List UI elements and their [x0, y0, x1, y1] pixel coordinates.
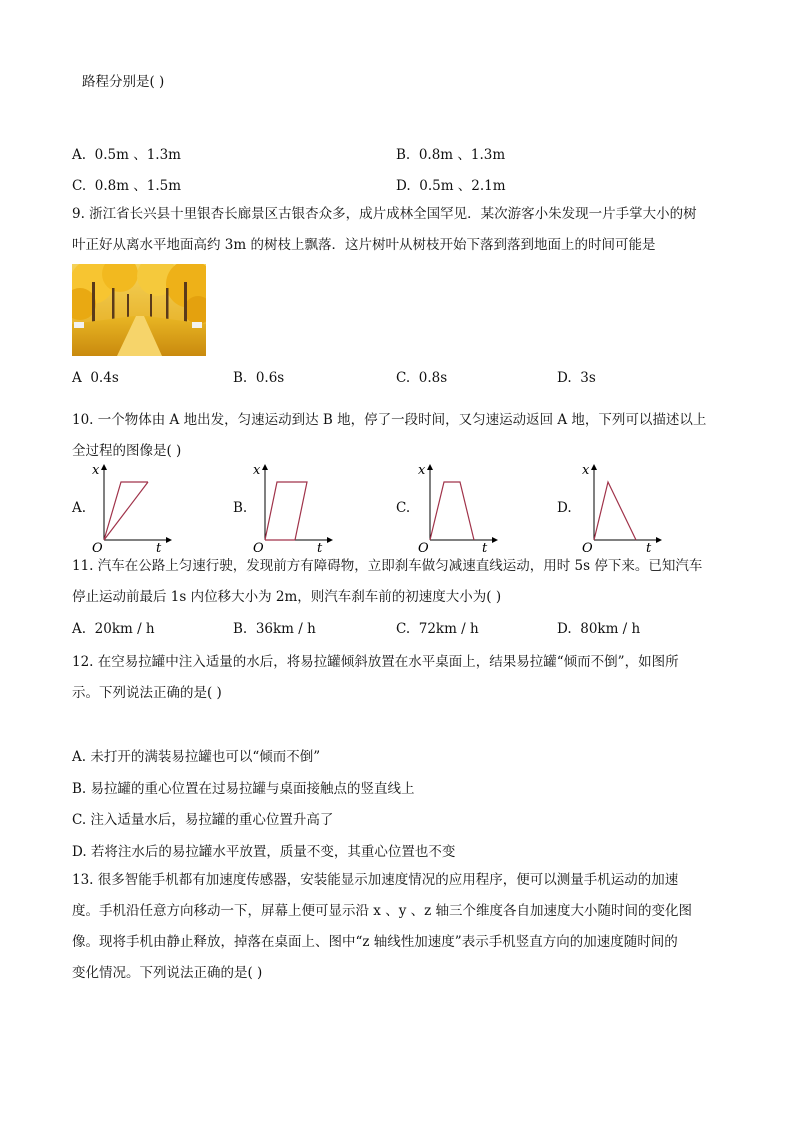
q9-stem-line-2: 叶正好从离水平地面高约 3m 的树枝上飘落．这片树叶从树枝开始下落到落到地面上的时间可能是 — [72, 237, 656, 253]
q12-option-a[interactable]: A. 未打开的满装易拉罐也可以“倾而不倒” — [72, 749, 321, 765]
q13-stem-line-3: 像。现将手机由静止释放，掉落在桌面上、图中“z 轴线性加速度”表示手机竖直方向的加速度随时间的 — [72, 934, 678, 950]
q11-option-d[interactable]: D. 80km / h — [557, 621, 641, 637]
q12-option-d[interactable]: D. 若将注水后的易拉罐水平放置，质量不变，其重心位置也不变 — [72, 844, 456, 860]
q10-option-b-label[interactable]: B. — [233, 500, 248, 516]
q10-graph-c-x-axis-label: x — [418, 463, 426, 478]
q8-option-c[interactable]: C. 0.8m 、1.5m — [72, 178, 182, 194]
q10-graph-a-origin: O — [92, 541, 103, 552]
q10-graph-c-origin: O — [418, 541, 429, 552]
q13-stem-line-1: 13. 很多智能手机都有加速度传感器，安装能显示加速度情况的应用程序，便可以测量手机运动的加速 — [72, 872, 679, 888]
q10-graph-a-t-axis-label: t — [156, 541, 162, 552]
q11-option-c[interactable]: C. 72km / h — [396, 621, 479, 637]
q10-option-a-label[interactable]: A. — [72, 500, 87, 516]
q9-option-a[interactable]: A 0.4s — [72, 370, 119, 386]
q10-graph-d-origin: O — [582, 541, 593, 552]
q11-option-a[interactable]: A. 20km / h — [72, 621, 155, 637]
q10-option-d-label[interactable]: D. — [557, 500, 572, 516]
ginkgo-avenue-photo — [72, 264, 206, 356]
q10-graph-d-x-axis-label: x — [582, 463, 590, 478]
q10-graph-a[interactable] — [88, 462, 172, 552]
q10-stem-line-1: 10. 一个物体由 A 地出发，匀速运动到达 B 地，停了一段时间，又匀速运动返回 A 地，下列可以描述以上 — [72, 412, 707, 428]
q10-graph-b-origin: O — [253, 541, 264, 552]
q11-stem-line-1: 11. 汽车在公路上匀速行驶，发现前方有障碍物，立即刹车做匀减速直线运动，用时 5s 停下来。已知汽车 — [72, 558, 703, 574]
q8-option-a[interactable]: A. 0.5m 、1.3m — [72, 147, 181, 163]
q10-graph-d[interactable] — [578, 462, 662, 552]
q10-graph-b-x-axis-label: x — [253, 463, 261, 478]
q10-graph-c[interactable] — [414, 462, 498, 552]
q10-graph-c-t-axis-label: t — [482, 541, 488, 552]
q10-graph-b-t-axis-label: t — [317, 541, 323, 552]
q12-option-b[interactable]: B. 易拉罐的重心位置在过易拉罐与桌面接触点的竖直线上 — [72, 781, 415, 797]
q12-stem-line-2: 示。下列说法正确的是( ) — [72, 685, 222, 701]
q9-stem-line-1: 9. 浙江省长兴县十里银杏长廊景区古银杏众多，成片成林全国罕见．某次游客小朱发现一片手掌大小的树 — [72, 206, 697, 222]
q8-stem-tail: 路程分别是( ) — [82, 74, 165, 90]
q9-option-c[interactable]: C. 0.8s — [396, 370, 448, 386]
q9-option-b[interactable]: B. 0.6s — [233, 370, 285, 386]
q13-stem-line-2: 度。手机沿任意方向移动一下，屏幕上便可显示沿 x 、y 、z 轴三个维度各自加速度大小随时间的变化图 — [72, 903, 693, 919]
q10-graph-b[interactable] — [249, 462, 333, 552]
q12-option-c[interactable]: C. 注入适量水后，易拉罐的重心位置升高了 — [72, 812, 334, 828]
q10-stem-line-2: 全过程的图像是( ) — [72, 443, 182, 459]
q12-stem-line-1: 12. 在空易拉罐中注入适量的水后，将易拉罐倾斜放置在水平桌面上，结果易拉罐“倾而不倒”，如图所 — [72, 654, 679, 670]
q9-option-d[interactable]: D. 3s — [557, 370, 596, 386]
q8-option-d[interactable]: D. 0.5m 、2.1m — [396, 178, 506, 194]
q8-option-b[interactable]: B. 0.8m 、1.3m — [396, 147, 506, 163]
q11-stem-line-2: 停止运动前最后 1s 内位移大小为 2m，则汽车刹车前的初速度大小为( ) — [72, 589, 502, 605]
q10-graph-a-x-axis-label: x — [92, 463, 100, 478]
q11-option-b[interactable]: B. 36km / h — [233, 621, 316, 637]
q13-stem-line-4: 变化情况。下列说法正确的是( ) — [72, 965, 263, 981]
q10-graph-d-t-axis-label: t — [646, 541, 652, 552]
q10-option-c-label[interactable]: C. — [396, 500, 411, 516]
